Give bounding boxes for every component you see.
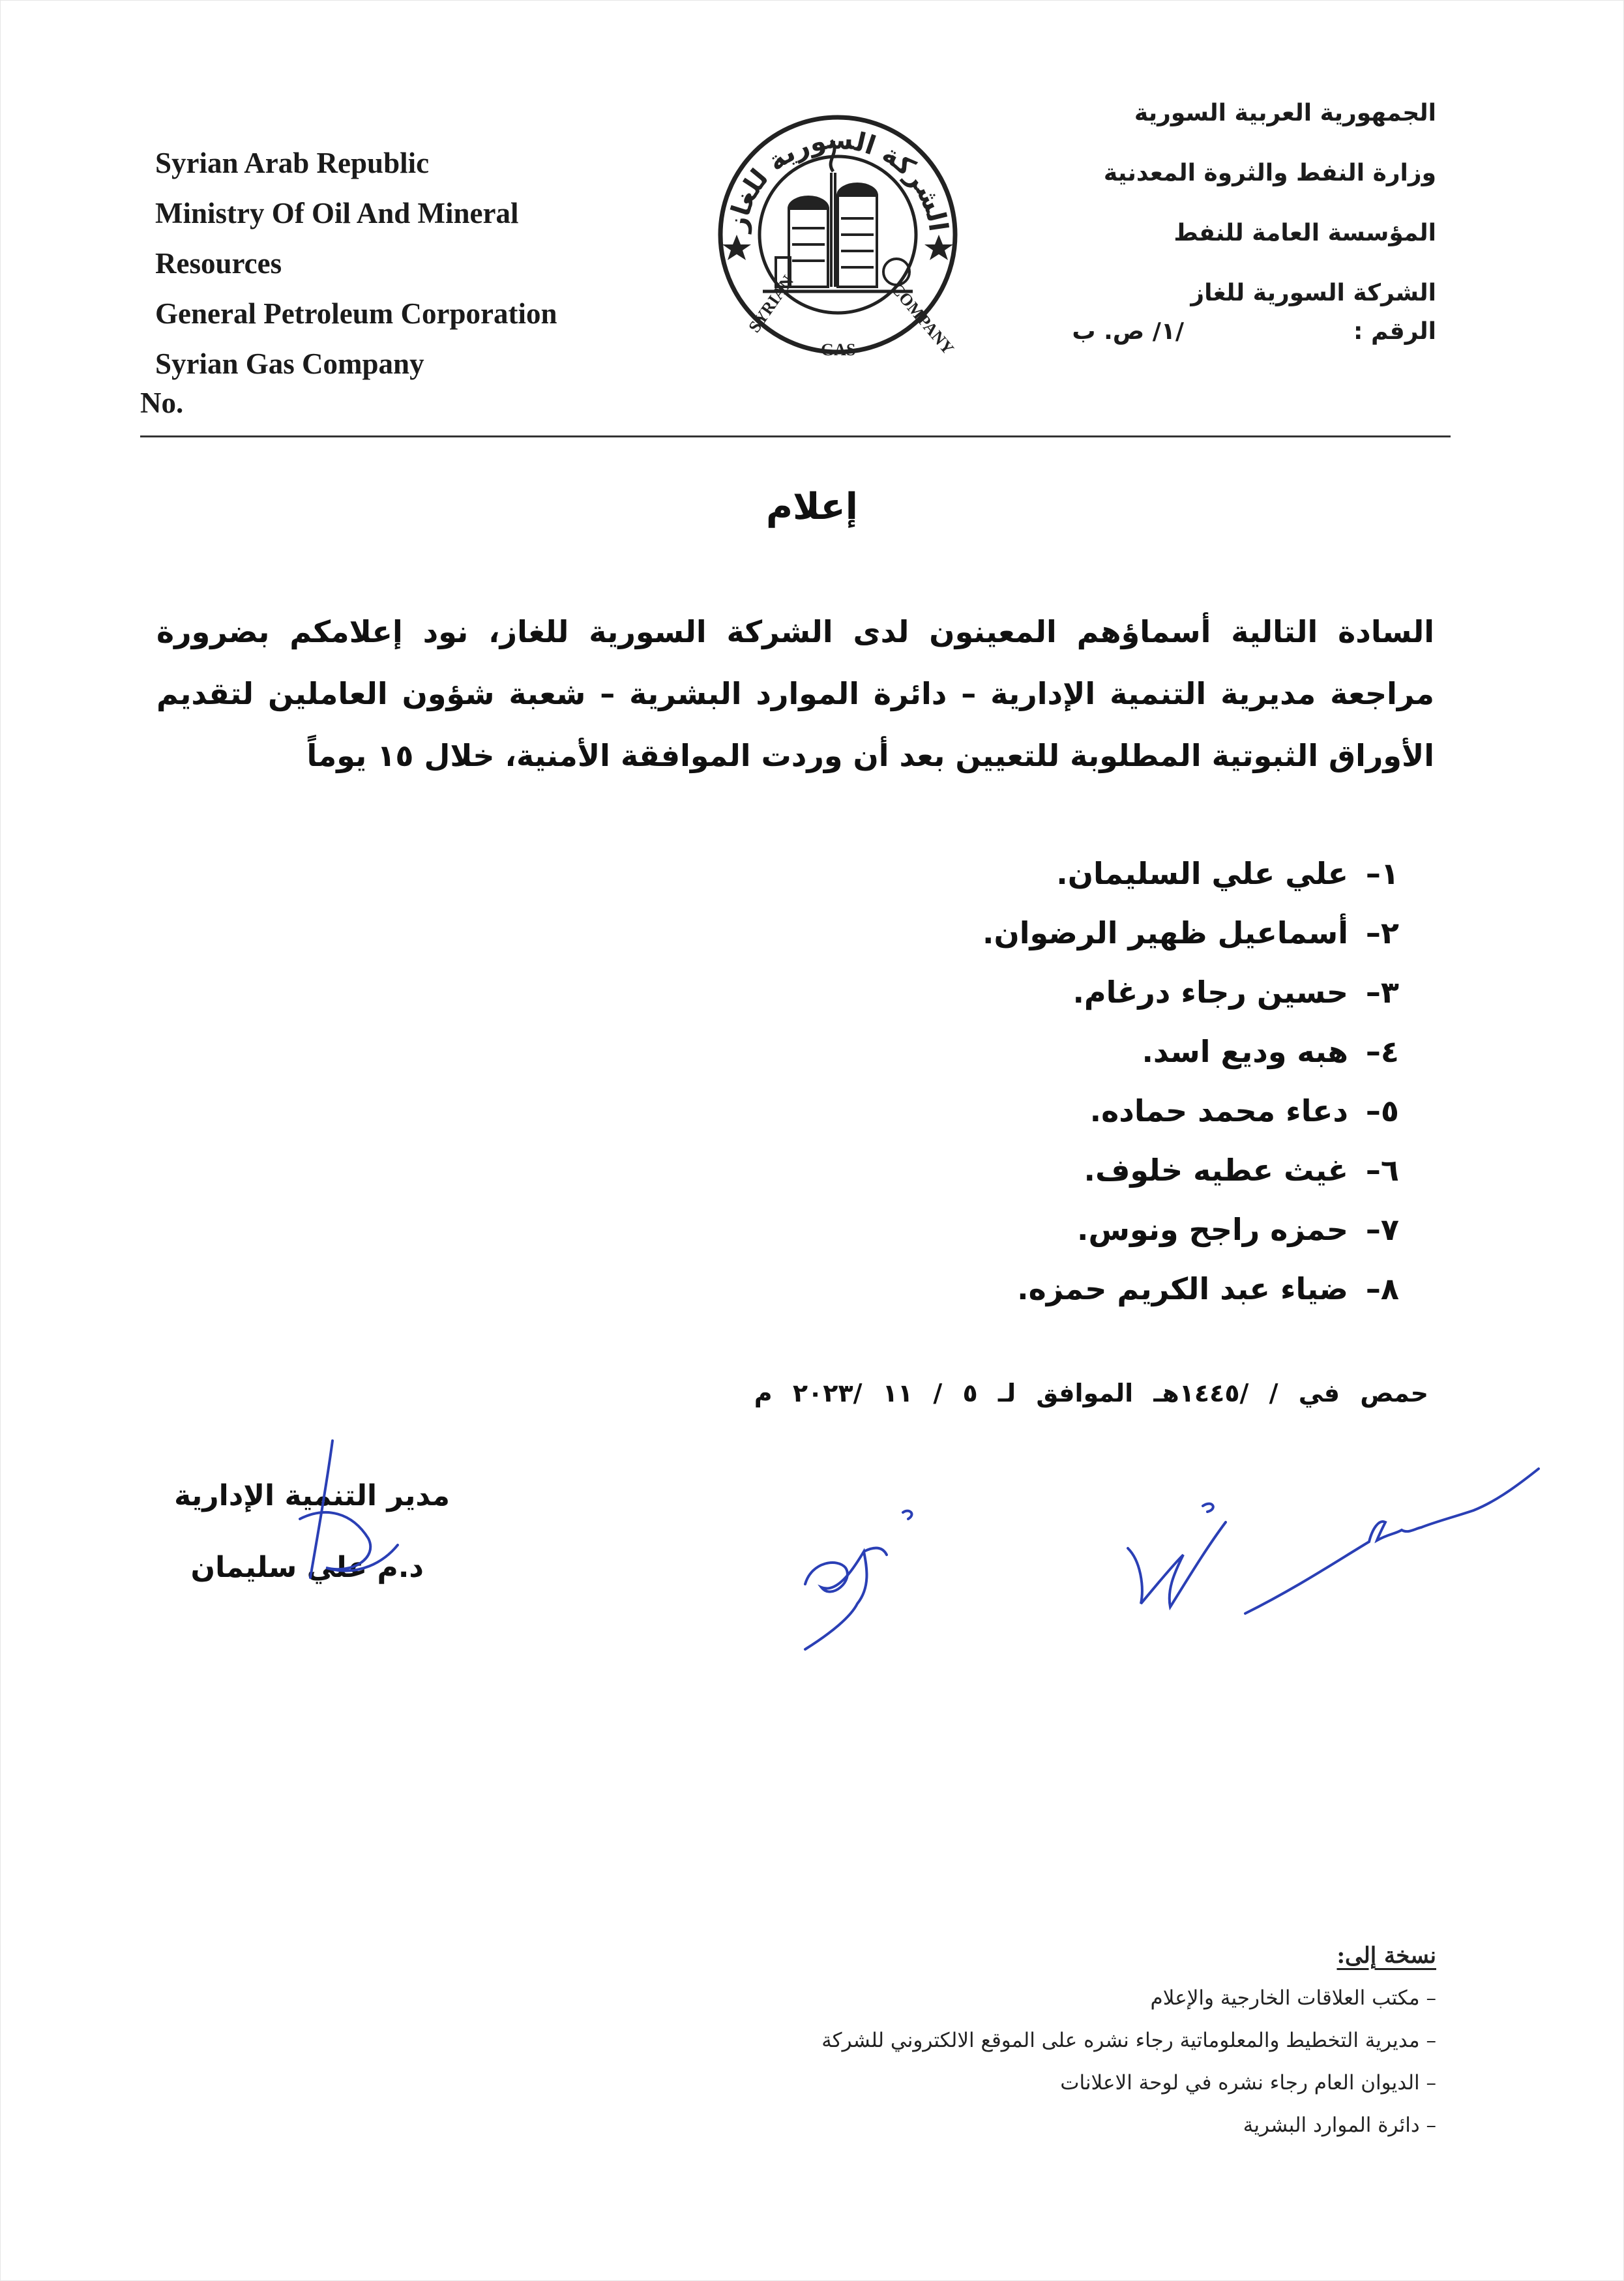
list-item: – مكتب العلاقات الخارجية والإعلام: [1150, 1986, 1436, 2010]
en-company: Syrian Gas Company: [155, 347, 424, 380]
signer-name: د.م علي سليمان: [190, 1551, 424, 1584]
copies-to-block: [621, 1935, 1436, 2147]
signer-title: مدير التنمية الإدارية: [174, 1479, 450, 1512]
signature-1: [792, 1490, 942, 1653]
header-divider: [140, 435, 1451, 437]
list-item: – مديرية التخطيط والمعلوماتية رجاء نشره على الموقع الالكتروني للشركة: [821, 2029, 1436, 2052]
announcement-title: إعلام: [765, 486, 858, 528]
ar-country: الجمهورية العربية السورية: [1134, 100, 1436, 126]
manager-signature: [254, 1428, 424, 1604]
list-item: ٦–غيث عطيه خلوف.: [1084, 1153, 1399, 1188]
list-item: ٥–دعاء محمد حماده.: [1089, 1093, 1399, 1128]
ar-company: الشركة السورية للغاز: [1190, 280, 1436, 306]
en-country: Syrian Arab Republic: [155, 147, 430, 179]
ar-ministry: وزارة النفط والثروة المعدنية: [1103, 160, 1436, 186]
signature-3: [1239, 1457, 1545, 1620]
logo-word-gas: GAS: [821, 340, 856, 359]
list-item: ٨–ضياء عبد الكريم حمزه.: [1017, 1271, 1399, 1306]
en-ministry-cont: Resources: [155, 247, 282, 280]
list-item: ٣–حسين رجاء درغام.: [1072, 975, 1399, 1010]
en-corporation: General Petroleum Corporation: [155, 297, 557, 330]
en-ministry: Ministry Of Oil And Mineral: [155, 197, 519, 229]
star-right-icon: [924, 235, 953, 260]
english-letterhead: [155, 138, 690, 389]
list-item: – دائرة الموارد البشرية: [1243, 2113, 1436, 2137]
announcement-body: السادة التالية أسماؤهم المعينون لدى الشركة السورية للغاز، نود إعلامكم بضرورة مراجعة مديرية التنمية الإدارية – دائرة الموارد البشرية – شعبة شؤون العاملين لتقديم الأوراق الثبوتية المطلوبة للتعيين بعد أن وردت الموافقة الأمنية، خلال ١٥ يوماً: [156, 614, 1434, 773]
en-number-label: No.: [140, 387, 184, 419]
appointees-list: [747, 844, 1399, 1319]
list-item: – الديوان العام رجاء نشره في لوحة الاعلانات: [1060, 2071, 1436, 2095]
ar-ref-label: الرقم :: [1353, 318, 1436, 345]
logo-word-syrian: SYRIAN: [745, 272, 798, 336]
list-item: ٢–أسماعيل ظهير الرضوان.: [982, 915, 1399, 950]
logo-arabic-text: الشركة السورية للغاز: [722, 125, 954, 234]
list-item: ٧–حمزه راجح ونوس.: [1077, 1212, 1399, 1247]
copies-to-title: نسخة إلى:: [1336, 1943, 1436, 1969]
arabic-letterhead: [980, 83, 1436, 323]
date-line: حمص في / /١٤٤٥هـ الموافق لـ ٥ / ١١ /٢٠٢٣ م: [754, 1379, 1428, 1407]
ar-corporation: المؤسسة العامة للنفط: [1174, 220, 1436, 246]
list-item: ٤–هبه وديع اسد.: [1142, 1034, 1399, 1069]
list-item: ١–علي علي السليمان.: [1056, 856, 1399, 891]
ar-ref-suffix: /١/ ص. ب: [1072, 318, 1185, 345]
signature-2: [1121, 1490, 1239, 1613]
company-logo: [707, 101, 968, 362]
star-left-icon: [722, 235, 751, 260]
copies-to-list: [621, 1977, 1436, 2147]
arabic-reference-number: [1072, 318, 1436, 345]
logo-word-company: COMPANY: [887, 279, 958, 359]
